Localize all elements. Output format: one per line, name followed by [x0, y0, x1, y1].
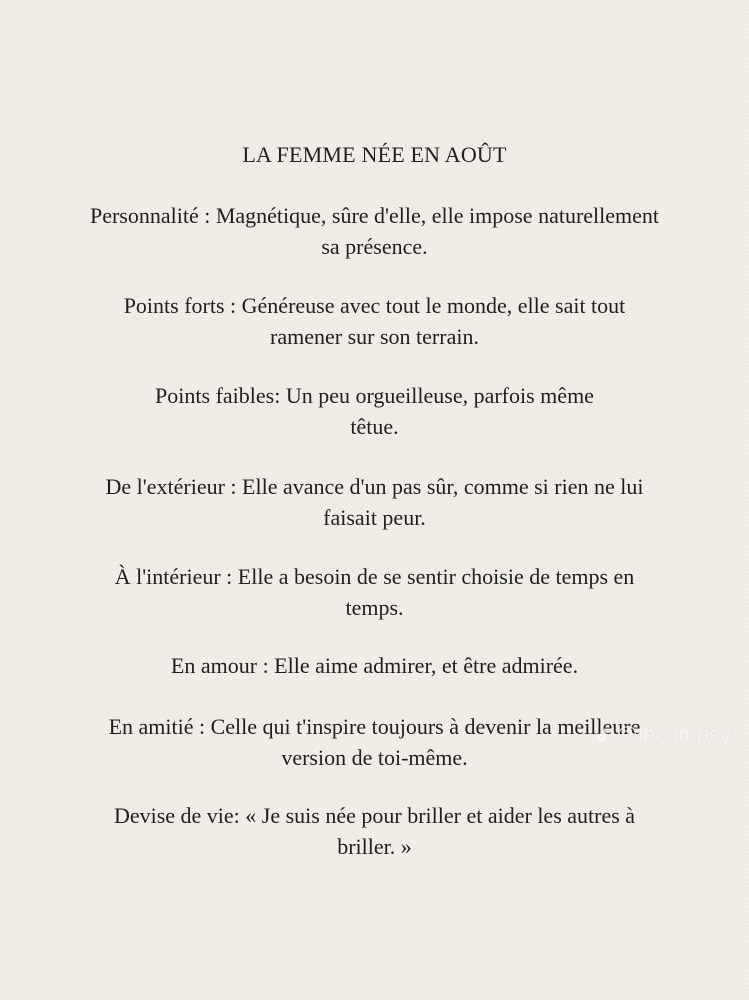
section-text-line: temps. [345, 595, 404, 620]
section-text-line: ramener sur son terrain. [270, 324, 479, 349]
section-text-line: têtue. [350, 414, 399, 439]
section-text-line: À l'intérieur : Elle a besoin de se sentir choisie de temps en [114, 564, 635, 589]
watermark [596, 722, 731, 748]
section-interieur [30, 561, 719, 623]
section-text-line: Points forts : Généreuse avec tout le monde, elle sait tout [123, 293, 626, 318]
section-text-line: En amour : Elle aime admirer, et être admirée. [170, 653, 579, 678]
section-text-line: sa présence. [321, 234, 428, 259]
section-text-line: De l'extérieur : Elle avance d'un pas sûr, comme si rien ne lui [105, 474, 644, 499]
section-amour [30, 650, 719, 681]
section-text-line: Personnalité : Magnétique, sûre d'elle, elle impose naturellement [89, 203, 660, 228]
section-exterieur [30, 471, 719, 533]
document-title: LA FEMME NÉE EN AOÛT [242, 142, 507, 167]
section-devise [30, 800, 719, 862]
section-text-line: briller. » [337, 834, 412, 859]
section-text-line: faisait peur. [323, 505, 426, 530]
section-text-line: Devise de vie: « Je suis née pour briller et aider les autres à [113, 803, 636, 828]
section-text-line: Points faibles: Un peu orgueilleuse, parfois même [155, 383, 594, 408]
section-points-forts [30, 290, 719, 352]
section-text-line: En amitié : Celle qui t'inspire toujours à devenir la meilleure [108, 714, 641, 739]
section-text-line: version de toi-même. [281, 745, 468, 770]
section-points-faibles [30, 380, 719, 442]
tiktok-icon [596, 727, 612, 743]
section-personnalite [30, 200, 719, 262]
watermark-text: @lecompsy [615, 722, 731, 747]
